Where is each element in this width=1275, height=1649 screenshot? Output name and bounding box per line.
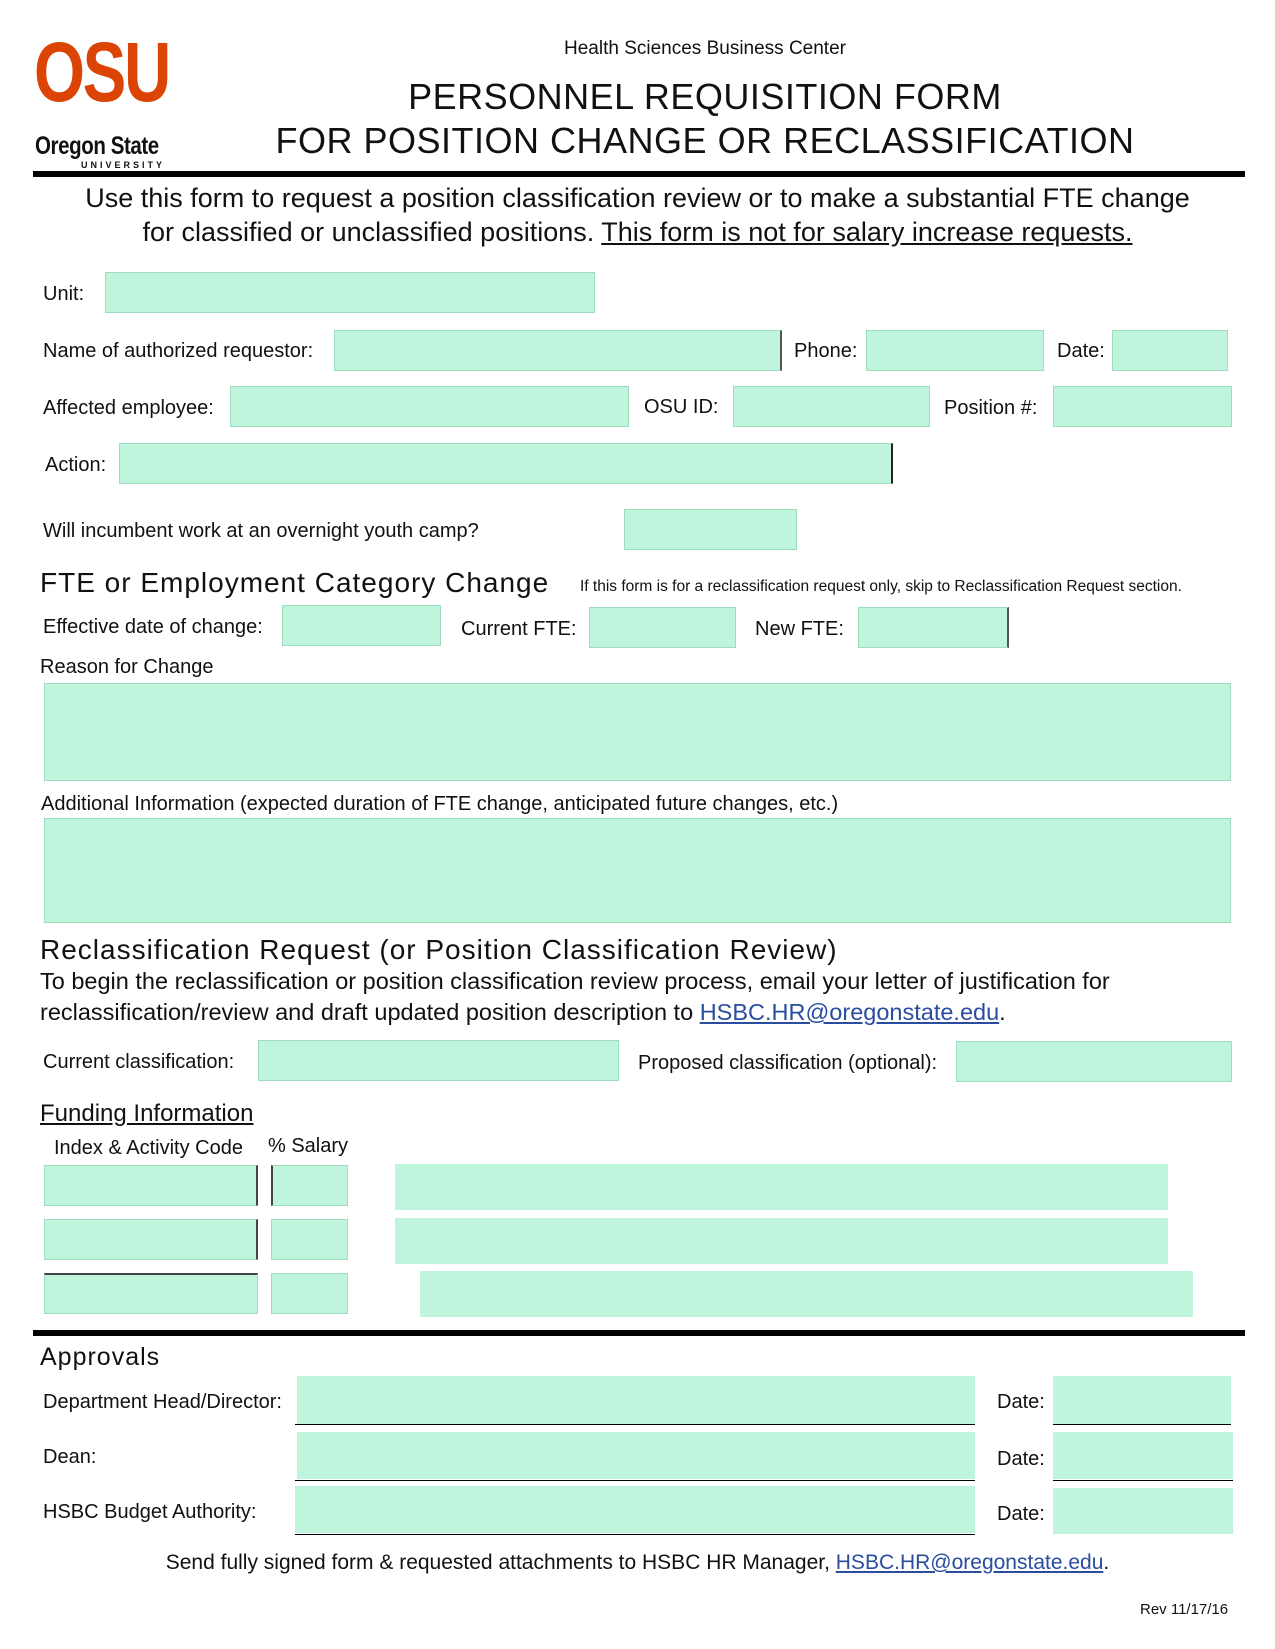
dept-date-field[interactable] <box>1053 1376 1231 1424</box>
funding-comment-1[interactable] <box>395 1164 1168 1210</box>
employee-field[interactable] <box>230 386 629 427</box>
reason-label: Reason for Change <box>40 656 214 678</box>
logo-mark: OSU <box>34 25 169 119</box>
camp-label: Will incumbent work at an overnight youth camp? <box>43 520 479 542</box>
org-name: Health Sciences Business Center <box>564 38 846 59</box>
hsbc-label: HSBC Budget Authority: <box>43 1501 257 1523</box>
unit-label: Unit: <box>43 283 85 305</box>
hsbc-date-field[interactable] <box>1053 1488 1233 1534</box>
logo-sub: UNIVERSITY <box>81 160 166 170</box>
dean-label: Dean: <box>43 1446 97 1468</box>
employee-label: Affected employee: <box>43 397 214 419</box>
index-field-1[interactable] <box>44 1165 258 1206</box>
osuid-label: OSU ID: <box>644 396 719 418</box>
intro-line1: Use this form to request a position classification review or to make a substantial FTE change <box>85 183 1190 213</box>
camp-field[interactable] <box>624 509 797 550</box>
approvals-divider <box>33 1330 1245 1336</box>
proposed-class-label: Proposed classification (optional): <box>638 1052 938 1074</box>
reclass-email-link[interactable]: HSBC.HR@oregonstate.edu <box>699 999 1000 1025</box>
dept-head-signature[interactable] <box>297 1376 975 1424</box>
intro-line2-text: for classified or unclassified positions. <box>142 217 602 247</box>
date-field[interactable] <box>1112 330 1228 371</box>
dean-date-label: Date: <box>997 1448 1045 1470</box>
approvals-heading: Approvals <box>40 1343 161 1371</box>
form-title-line1: PERSONNEL REQUISITION FORM <box>408 76 1002 117</box>
reclass-period: . <box>999 999 1006 1025</box>
action-dropdown[interactable] <box>119 443 893 484</box>
footer-instruction <box>0 1551 1275 1575</box>
funding-heading: Funding Information <box>40 1100 254 1127</box>
fte-heading: FTE or Employment Category Change <box>40 567 550 598</box>
current-fte-field[interactable] <box>589 607 736 648</box>
salary-field-1[interactable] <box>271 1165 348 1206</box>
dept-head-label: Department Head/Director: <box>43 1391 282 1413</box>
current-fte-label: Current FTE: <box>461 618 577 640</box>
dept-head-line <box>295 1424 975 1425</box>
dept-date-line <box>1053 1424 1231 1425</box>
index-field-2[interactable] <box>44 1219 258 1260</box>
requestor-label: Name of authorized requestor: <box>43 340 314 362</box>
salary-field-3[interactable] <box>271 1273 348 1314</box>
hsbc-signature[interactable] <box>295 1486 975 1533</box>
header-divider <box>33 171 1245 177</box>
position-field[interactable] <box>1053 386 1232 427</box>
phone-label: Phone: <box>794 340 858 362</box>
index-field-3[interactable] <box>44 1273 258 1314</box>
dept-date-label: Date: <box>997 1391 1045 1413</box>
salary-col-header: % Salary <box>268 1135 349 1157</box>
reclass-heading: Reclassification Request (or Position Classification Review) <box>40 934 838 965</box>
dean-date-line <box>1053 1480 1233 1481</box>
salary-field-2[interactable] <box>271 1219 348 1260</box>
phone-field[interactable] <box>866 330 1044 371</box>
unit-field[interactable] <box>105 272 595 313</box>
reclass-text2-row <box>40 999 1006 1026</box>
logo-name: Oregon State <box>35 132 159 160</box>
position-label: Position #: <box>944 397 1038 419</box>
proposed-class-field[interactable] <box>956 1041 1232 1082</box>
hsbc-line <box>295 1534 975 1535</box>
index-col-header: Index & Activity Code <box>54 1137 243 1159</box>
reclass-text1: To begin the reclassification or position classification review process, email your letter of justification for <box>40 968 1110 994</box>
effective-date-field[interactable] <box>282 605 441 646</box>
intro-warning: This form is not for salary increase requests. <box>601 217 1133 247</box>
funding-comment-2[interactable] <box>395 1218 1168 1264</box>
fte-note: If this form is for a reclassification request only, skip to Reclassification Request section. <box>580 578 1182 595</box>
requestor-field[interactable] <box>334 330 782 371</box>
current-class-field[interactable] <box>258 1040 619 1081</box>
dean-line <box>295 1480 975 1481</box>
footer-period: . <box>1103 1551 1110 1574</box>
funding-comment-3[interactable] <box>420 1271 1193 1317</box>
form-title-line2: FOR POSITION CHANGE OR RECLASSIFICATION <box>275 120 1135 161</box>
reason-field[interactable] <box>44 683 1231 781</box>
intro-line2 <box>0 217 1275 248</box>
osuid-field[interactable] <box>733 386 930 427</box>
dean-signature[interactable] <box>297 1432 975 1479</box>
dean-date-field[interactable] <box>1053 1432 1233 1479</box>
hsbc-date-label: Date: <box>997 1503 1045 1525</box>
additional-info-label: Additional Information (expected duration of FTE change, anticipated future changes, etc.) <box>41 793 839 815</box>
additional-info-field[interactable] <box>44 818 1231 923</box>
action-label: Action: <box>45 454 107 476</box>
revision-date: Rev 11/17/16 <box>1140 1601 1229 1618</box>
new-fte-label: New FTE: <box>755 618 844 640</box>
date-label: Date: <box>1057 340 1105 362</box>
new-fte-field[interactable] <box>858 607 1009 648</box>
footer-email-link[interactable]: HSBC.HR@oregonstate.edu <box>835 1551 1104 1574</box>
current-class-label: Current classification: <box>43 1051 235 1073</box>
footer-send-text: Send fully signed form & requested attachments to HSBC HR Manager, <box>165 1551 836 1574</box>
effective-date-label: Effective date of change: <box>43 616 263 638</box>
reclass-text2: reclassification/review and draft updated position description to <box>40 999 700 1025</box>
